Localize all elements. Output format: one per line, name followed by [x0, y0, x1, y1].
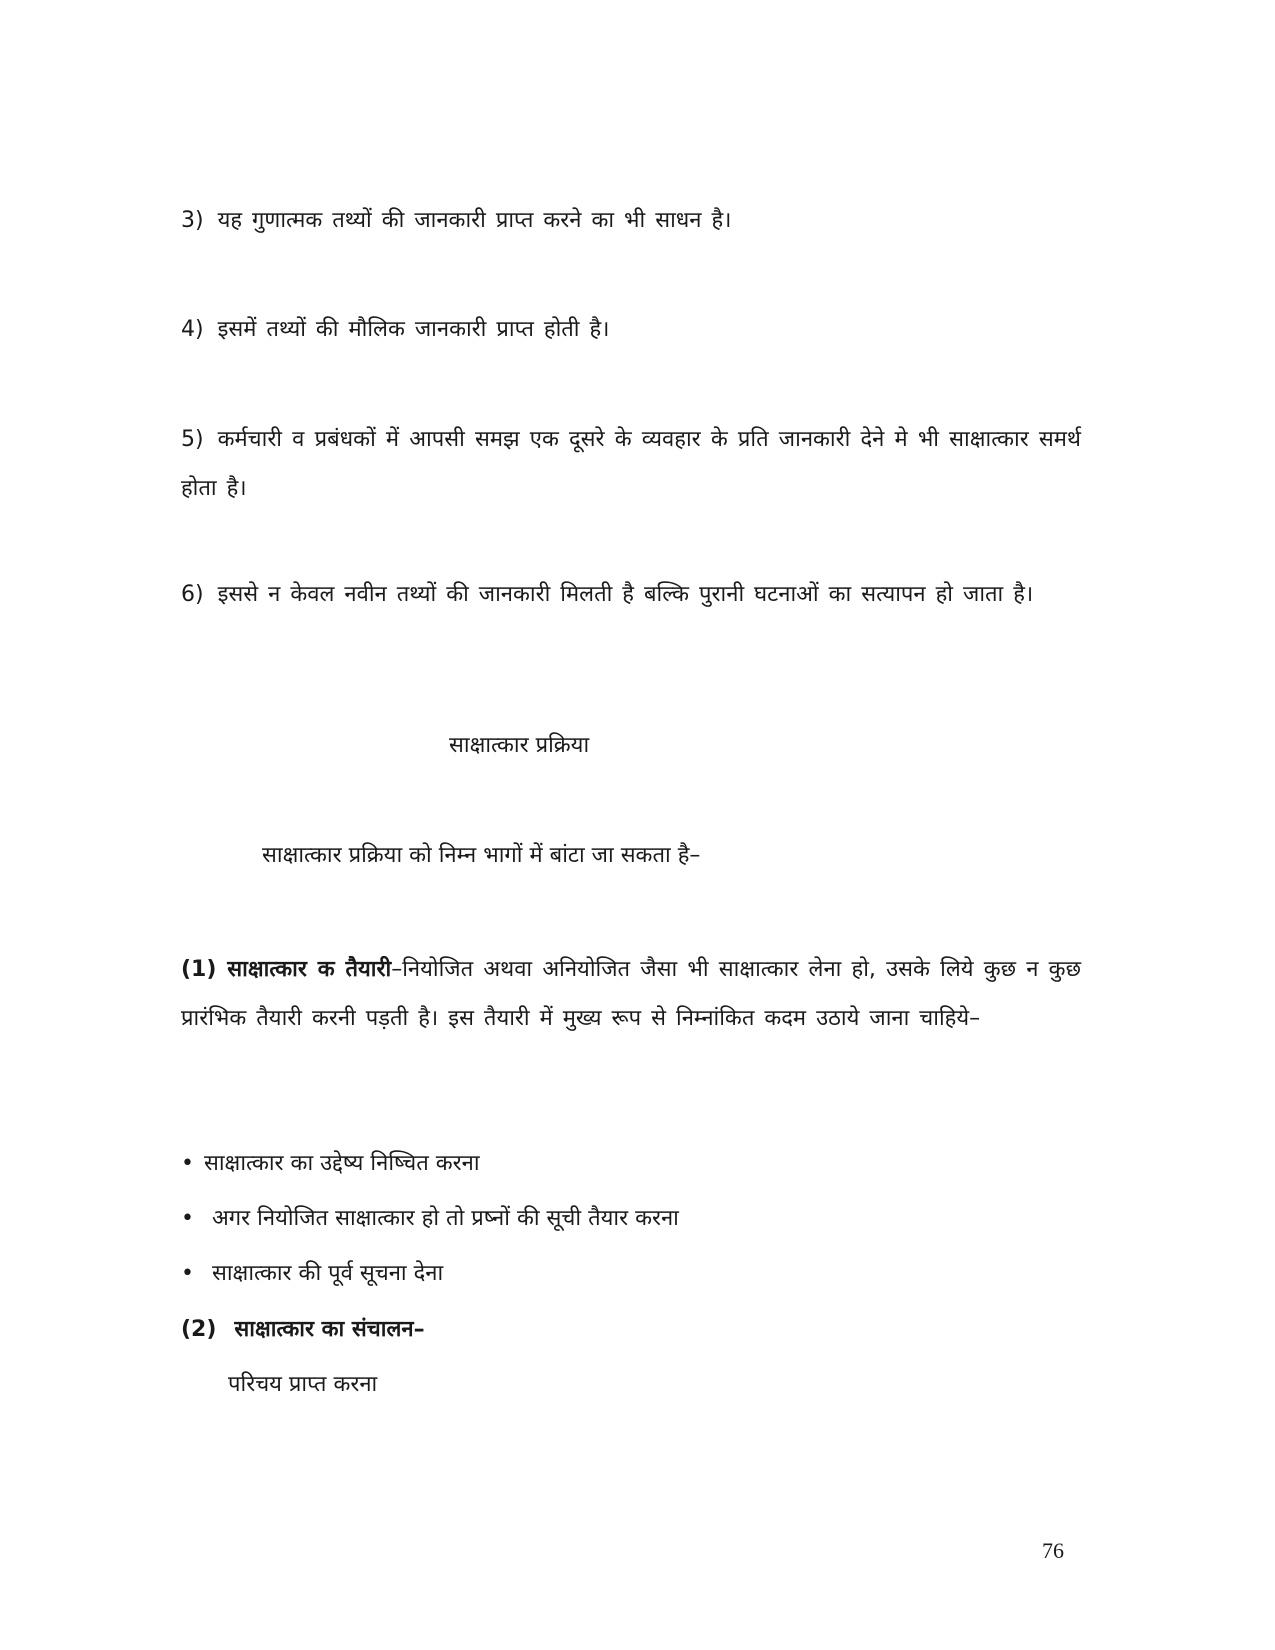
point-text: कर्मचारी व प्रबंधकों में आपसी समझ एक दूसरे के व्यवहार के प्रति जानकारी देने मे भी साक्षात्कार समर्थ होता है। [181, 427, 1081, 501]
point-text: इससे न केवल नवीन तथ्यों की जानकारी मिलती है बल्कि पुरानी घटनाओं का सत्यापन हो जाता है। [217, 582, 1034, 607]
bullet-icon: • [181, 1151, 194, 1176]
part-2-number: (2) [181, 1317, 217, 1342]
part-2-label: साक्षात्कार का संचालन– [234, 1317, 425, 1342]
point-3 [181, 196, 1081, 245]
point-6 [181, 570, 1081, 619]
bullet-item [181, 1258, 443, 1290]
part-1-text: –नियोजित अथवा अनियोजित जैसा भी साक्षात्कार लेना हो, उसके लिये कुछ न कुछ प्रारंभिक तैयारी करनी पड़ती है। इस तैयारी में मुख्य रूप से निम्नांकित कदम उठाये जाना चाहिये– [181, 957, 1081, 1031]
point-number: 6) [181, 582, 204, 607]
point-5 [181, 415, 1081, 513]
point-text: इसमें तथ्यों की मौलिक जानकारी प्राप्त होती है। [217, 317, 610, 342]
point-number: 5) [181, 427, 204, 452]
point-4 [181, 305, 1081, 354]
section-heading: साक्षात्कार प्रक्रिया [449, 733, 590, 758]
bullet-item [181, 1148, 480, 1180]
part-2-heading [181, 1314, 425, 1346]
part-2-item: परिचय प्राप्त करना [228, 1372, 378, 1397]
part-1-label: (1) साक्षात्कार क तैयारी [181, 957, 392, 982]
point-number: 4) [181, 317, 204, 342]
intro-text: साक्षात्कार प्रक्रिया को निम्न भागों में बांटा जा सकता है– [262, 843, 701, 868]
bullet-text: अगर नियोजित साक्षात्कार हो तो प्रष्नों की सूची तैयार करना [211, 1206, 679, 1231]
point-text: यह गुणात्मक तथ्यों की जानकारी प्राप्त करने का भी साधन है। [217, 208, 732, 233]
page-number: 76 [1042, 1538, 1064, 1563]
point-number: 3) [181, 208, 204, 233]
bullet-item [181, 1203, 679, 1235]
bullet-text: साक्षात्कार का उद्देष्य निष्चित करना [203, 1151, 480, 1176]
bullet-icon: • [181, 1206, 194, 1231]
bullet-text: साक्षात्कार की पूर्व सूचना देना [211, 1261, 444, 1286]
bullet-icon: • [181, 1261, 194, 1286]
part-1-paragraph [181, 945, 1081, 1043]
